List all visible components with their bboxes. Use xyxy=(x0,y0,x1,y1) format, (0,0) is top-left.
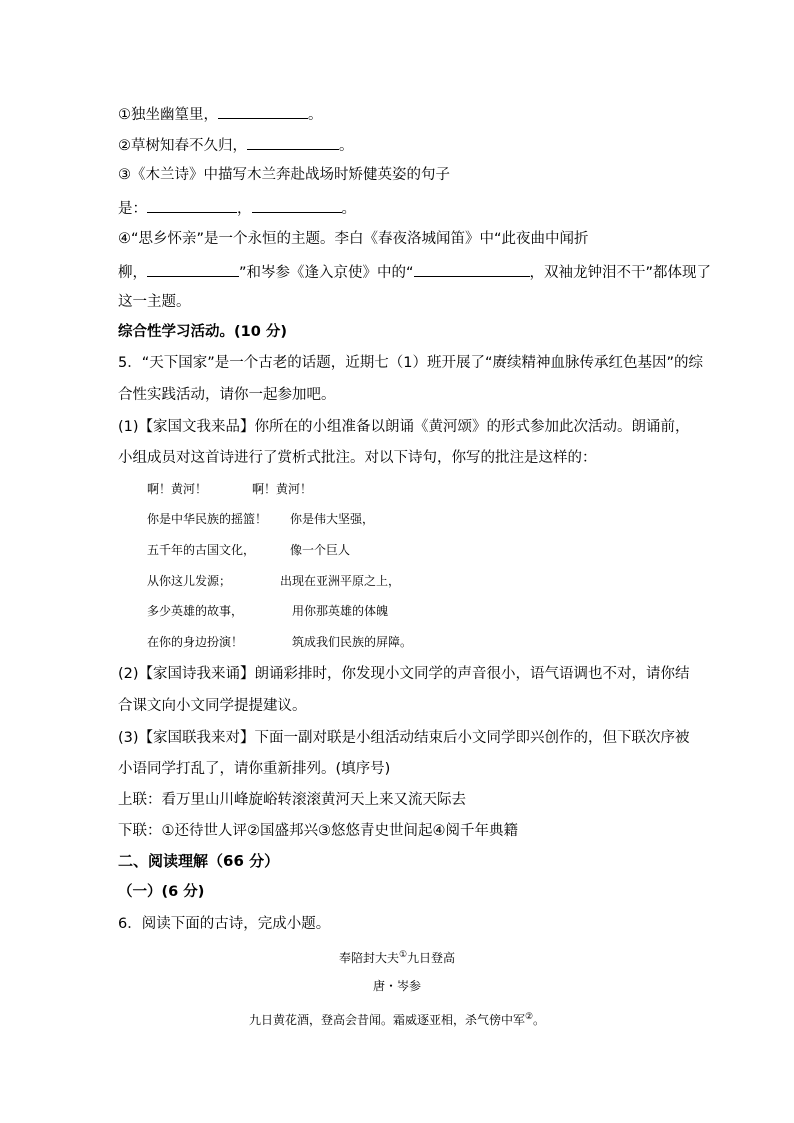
fill-q4-end: ，双袖龙钟泪不干”都体现了 xyxy=(529,265,712,281)
poem-left-line-5: 多少英雄的故事， xyxy=(147,604,244,618)
fill-q4-mid: ”和岑参《逢入京使》中的“ xyxy=(239,265,414,281)
poem-right-line-1: 啊！黄河！ xyxy=(252,482,313,496)
q5-intro-line2: 合性实践活动，请你一起参加吧。 xyxy=(118,387,336,403)
q5-part2-line2: 合课文向小文同学提提建议。 xyxy=(118,698,307,714)
q5-intro-line1: 5．“天下国家”是一个古老的话题，近期七（1）班开展了“赓续精神血脉传承红色基因”的综 xyxy=(118,355,703,371)
q5-part1-line1: (1)【家国文我来品】你所在的小组准备以朗诵《黄河颂》的形式参加此次活动。朗诵前， xyxy=(118,419,690,435)
section-heading-reading: 二、阅读理解（66 分） xyxy=(118,852,280,870)
poem-title xyxy=(0,946,794,967)
answer-blank[interactable] xyxy=(218,103,308,119)
poem-left-line-2: 你是中华民族的摇篮！ xyxy=(147,512,268,526)
fill-q3-label: 是： xyxy=(118,201,147,217)
poem-line-text: 九日黄花酒，登高会昔闻。霜威逐亚相，杀气傍中军 xyxy=(248,1013,525,1027)
poem-left-line-3: 五千年的古国文化， xyxy=(147,543,256,557)
fill-q3-prompt: ③《木兰诗》中描写木兰奔赴战场时矫健英姿的句子 xyxy=(118,167,450,183)
fill-q2 xyxy=(118,134,354,156)
fill-q1-end: 。 xyxy=(308,107,323,123)
q6-prompt: 6．阅读下面的古诗，完成小题。 xyxy=(118,916,331,932)
poem-right-line-3: 像一个巨人 xyxy=(290,543,351,557)
fill-q3-comma: ， xyxy=(237,201,252,217)
poem-left-line-1: 啊！黄河！ xyxy=(147,482,208,496)
poem-left-line-4: 从你这儿发源； xyxy=(147,574,232,588)
answer-blank[interactable] xyxy=(147,197,237,213)
fill-q2-text: ②草树知春不久归， xyxy=(118,138,247,154)
fill-q4-tail: 这一主题。 xyxy=(118,294,191,310)
poem-author: 唐・岑参 xyxy=(372,979,421,993)
q5-part2-line1: (2)【家国诗我来诵】朗诵彩排时，你发现小文同学的声音很小，语气语调也不对，请你结 xyxy=(118,666,690,682)
q5-part3-line2: 小语同学打乱了，请你重新排列。(填序号) xyxy=(118,761,391,777)
poem-title-part1: 奉陪封大夫 xyxy=(338,951,399,965)
subsection-heading-one: （一）(6 分) xyxy=(118,884,205,900)
q5-part1-line2: 小组成员对这首诗进行了赏析式批注。对以下诗句，你写的批注是这样的： xyxy=(118,450,597,466)
answer-blank[interactable] xyxy=(147,261,239,277)
poem-right-line-2: 你是伟大坚强， xyxy=(290,512,375,526)
poem-right-line-5: 用你那英雄的体魄 xyxy=(292,604,389,618)
poem-line-end: 。 xyxy=(533,1013,546,1027)
fill-q2-end: 。 xyxy=(339,138,354,154)
footnote-marker: ② xyxy=(524,1012,534,1022)
fill-q4-label: 柳， xyxy=(118,265,147,281)
fill-q3-answer xyxy=(118,197,356,219)
poem-right-line-6: 筑成我们民族的屏障。 xyxy=(292,635,413,649)
fill-q1-text: ①独坐幽篁里， xyxy=(118,107,218,123)
poem-line-1 xyxy=(0,1008,794,1029)
fill-q4-answer xyxy=(118,261,711,283)
q5-part3-line1: (3)【家国联我来对】下面一副对联是小组活动结束后小文同学即兴创作的，但下联次序被 xyxy=(118,730,690,746)
poem-left-line-6: 在你的身边扮演！ xyxy=(147,635,244,649)
answer-blank[interactable] xyxy=(414,261,530,277)
fill-q1 xyxy=(118,103,323,125)
answer-blank[interactable] xyxy=(252,197,342,213)
couplet-lower: 下联：①还待世人评②国盛邦兴③悠悠青史世间起④阅千年典籍 xyxy=(118,823,518,839)
section-heading-activity: 综合性学习活动。(10 分) xyxy=(118,324,287,340)
fill-q3-end: 。 xyxy=(341,201,356,217)
fill-q4-prompt: ④“思乡怀亲”是一个永恒的主题。李白《春夜洛城闻笛》中“此夜曲中闻折 xyxy=(118,231,589,247)
answer-blank[interactable] xyxy=(247,134,339,150)
poem-right-line-4: 出现在亚洲平原之上， xyxy=(280,574,401,588)
couplet-upper: 上联：看万里山川峰旋峪转滚滚黄河天上来又流天际去 xyxy=(118,792,466,808)
poem-title-part2: 九日登高 xyxy=(407,951,456,965)
footnote-marker: ① xyxy=(398,950,408,960)
